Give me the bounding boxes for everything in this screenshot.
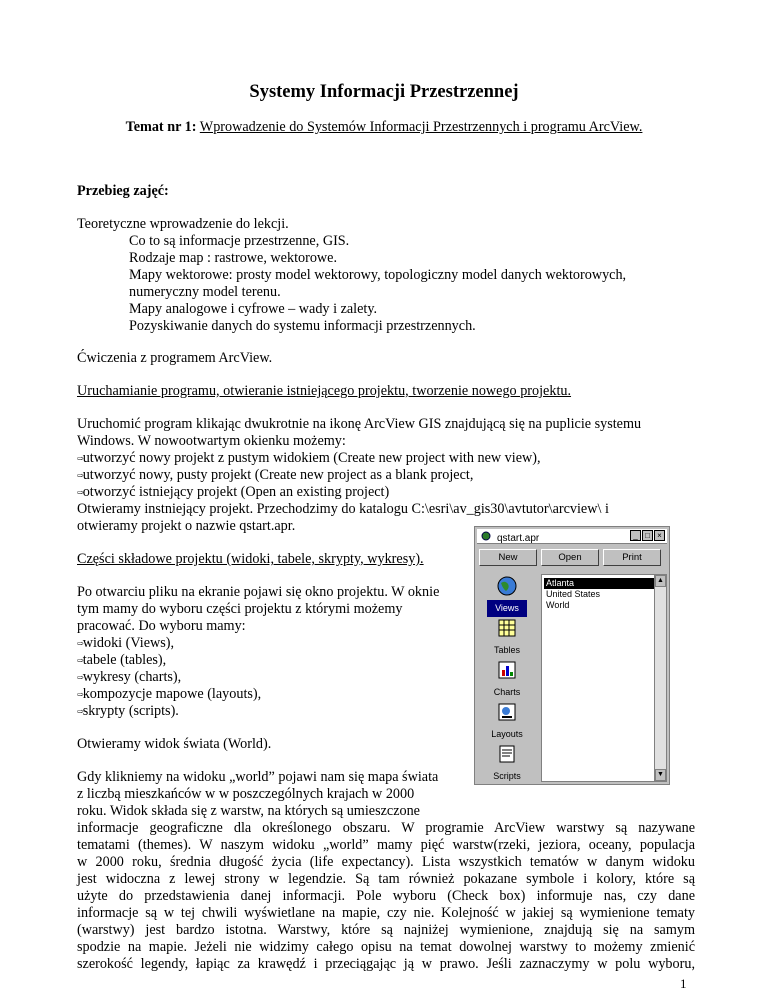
bullet-text: widoki (Views),	[82, 635, 175, 651]
list-item[interactable]: Atlanta	[544, 578, 654, 589]
bullet-icon: ⇨	[77, 471, 83, 480]
sidebar-label: Layouts	[491, 729, 523, 739]
arcview-app-icon	[481, 531, 491, 541]
vertical-scrollbar[interactable]	[654, 575, 666, 781]
bullet-icon: ⇨	[77, 673, 83, 682]
p3-line: Otwieramy widok świata (World).	[77, 736, 272, 752]
topic-line	[0, 119, 768, 136]
sidebar-label: Scripts	[493, 771, 521, 781]
layout-icon	[496, 701, 518, 723]
project-document-list[interactable]	[541, 574, 667, 782]
bullet-text: skrypty (scripts).	[82, 703, 179, 719]
outline-item: Co to są informacje przestrzenne, GIS.	[129, 233, 350, 249]
p4-long-line: jest widoczna z lewej strony w legendzie. Są tam również pokazane symbole i kolory, które są	[77, 871, 695, 887]
globe-icon	[496, 575, 518, 597]
bullet-text: tabele (tables),	[82, 652, 167, 668]
page-number: 1	[680, 976, 687, 991]
list-item[interactable]: United States	[546, 589, 601, 599]
bullet-icon: ⇨	[77, 639, 83, 648]
bullet-item	[77, 652, 166, 669]
p4-justified	[77, 820, 695, 973]
p4-long-line: w 2000 roku, średnia długość życia (life expectancy). Lista wszystkich tematów w danym widoku	[77, 854, 695, 870]
outline-item: Rodzaje map : rastrowe, wektorowe.	[129, 250, 338, 266]
bullet-item	[77, 635, 174, 652]
p4-long-line: spodzie na mapie. Jeżeli nie widzimy całego opisu na temat dowolnej warstwy to możemy zmienić	[77, 939, 695, 955]
bullet-text: kompozycje mapowe (layouts),	[82, 686, 262, 702]
outline-item: Mapy wektorowe: prosty model wektorowy, topologiczny model danych wektorowych,	[129, 267, 627, 283]
bullet-item	[77, 703, 179, 720]
list-item[interactable]: World	[546, 600, 570, 610]
p4-long-line: użyte do przedstawienia danej informacji. Pole wyboru (Check box) informuje nas, czy dane	[77, 888, 695, 904]
sidebar-item-views[interactable]	[487, 573, 527, 613]
minimize-button[interactable]: _	[630, 530, 641, 541]
print-button[interactable]: Print	[603, 549, 661, 566]
p4-long-line: (warstwy) jest bardzo istotna. Warstwy, które są najniżej wymienione, znajdują się na samym	[77, 922, 695, 938]
p4-line: z liczbą mieszkańców w w poszczególnych krajach w 2000	[77, 786, 415, 802]
p2-line: Po otwarciu pliku na ekranie pojawi się okno projektu. W oknie	[77, 584, 440, 600]
bullet-icon: ⇨	[77, 707, 83, 716]
p1-after-line: Otwieramy instniejący projekt. Przechodzimy do katalogu C:\esri\av_gis30\avtutor\arcview\ i	[77, 501, 609, 517]
p4-line: roku. Widok składa się z warstw, na których są umieszczone	[77, 803, 420, 819]
table-icon	[496, 617, 518, 639]
bullet-text: otworzyć istniejący projekt (Open an existing project)	[82, 484, 390, 500]
arcview-project-window	[474, 526, 670, 785]
exercises-line: Ćwiczenia z programem ArcView.	[77, 350, 273, 366]
bullet-item	[77, 484, 389, 501]
outline-item: Pozyskiwanie danych do systemu informacji przestrzennych.	[129, 318, 476, 334]
p4-long-line: szerokość legendy, łapiąc za krawędź i przeciągając ją w prawo. Jeśli zaznaczymy w polu wyboru,	[77, 956, 695, 972]
bullet-icon: ⇨	[77, 454, 83, 463]
chart-icon	[496, 659, 518, 681]
maximize-button[interactable]: □	[642, 530, 653, 541]
p4-long-line: tematami (themes). W naszym widoku „world” mamy pięć warstw(rzeki, jeziora, oceany, populacja	[77, 837, 695, 853]
sidebar-label: Views	[487, 600, 527, 617]
p4-line: Gdy klikniemy na widoku „world” pojawi nam się mapa świata	[77, 769, 439, 785]
close-button[interactable]: ×	[654, 530, 665, 541]
window-titlebar[interactable]	[477, 529, 667, 544]
new-button[interactable]: New	[479, 549, 537, 566]
sidebar-item-layouts[interactable]	[487, 699, 527, 739]
p2-line: tym mamy do wyboru części projektu z którymi możemy	[77, 601, 403, 617]
outline-item: numeryczny model terenu.	[129, 284, 281, 300]
sidebar-item-tables[interactable]	[487, 615, 527, 655]
outline-item: Mapy analogowe i cyfrowe – wady i zalety.	[129, 301, 378, 317]
topic-text: Wprowadzenie do Systemów Informacji Przestrzennych i programu ArcView.	[199, 119, 643, 135]
window-title: qstart.apr	[497, 533, 540, 544]
section-heading: Przebieg zajęć:	[77, 183, 169, 199]
subheading-2: Części składowe projektu (widoki, tabele, skrypty, wykresy).	[77, 551, 424, 567]
bullet-text: utworzyć nowy projekt z pustym widokiem (Create new project with new view),	[82, 450, 541, 466]
p2-line: pracować. Do wyboru mamy:	[77, 618, 246, 634]
page-title: Systemy Informacji Przestrzennej	[249, 82, 519, 102]
scroll-up-icon[interactable]: ▲	[655, 575, 666, 587]
bullet-item	[77, 467, 473, 484]
script-icon	[496, 743, 518, 765]
p4-long-line: informacje geograficzne dla określonego obszaru. W programie ArcView warstwy są nazywane	[77, 820, 695, 836]
sidebar-label: Charts	[493, 687, 521, 697]
bullet-item	[77, 669, 181, 686]
p4-long-line: informacje są w tej chwili wyświetlane na mapie, czy nie. Kolejność w jakiej są wymienione tematy	[77, 905, 695, 921]
sidebar-item-scripts[interactable]	[487, 741, 527, 781]
topic-label: Temat nr 1:	[125, 119, 197, 135]
bullet-text: utworzyć nowy, pusty projekt (Create new project as a blank project,	[82, 467, 474, 483]
bullet-icon: ⇨	[77, 690, 83, 699]
bullet-item	[77, 686, 261, 703]
p1-after-line: otwieramy projekt o nazwie qstart.apr.	[77, 518, 296, 534]
bullet-item	[77, 450, 541, 467]
bullet-icon: ⇨	[77, 488, 83, 497]
bullet-text: wykresy (charts),	[82, 669, 182, 685]
p1-line: Windows. W nowootwartym okienku możemy:	[77, 433, 346, 449]
intro-line: Teoretyczne wprowadzenie do lekcji.	[77, 216, 289, 232]
open-button[interactable]: Open	[541, 549, 599, 566]
subheading-1: Uruchamianie programu, otwieranie istniejącego projektu, tworzenie nowego projektu.	[77, 383, 572, 399]
sidebar-label: Tables	[493, 645, 520, 655]
bullet-icon: ⇨	[77, 656, 83, 665]
project-sidebar	[479, 571, 537, 783]
scroll-down-icon[interactable]: ▼	[655, 769, 666, 781]
p1-line: Uruchomić program klikając dwukrotnie na ikonę ArcView GIS znajdującą się na puplicie systemu	[77, 416, 642, 432]
sidebar-item-charts[interactable]	[487, 657, 527, 697]
